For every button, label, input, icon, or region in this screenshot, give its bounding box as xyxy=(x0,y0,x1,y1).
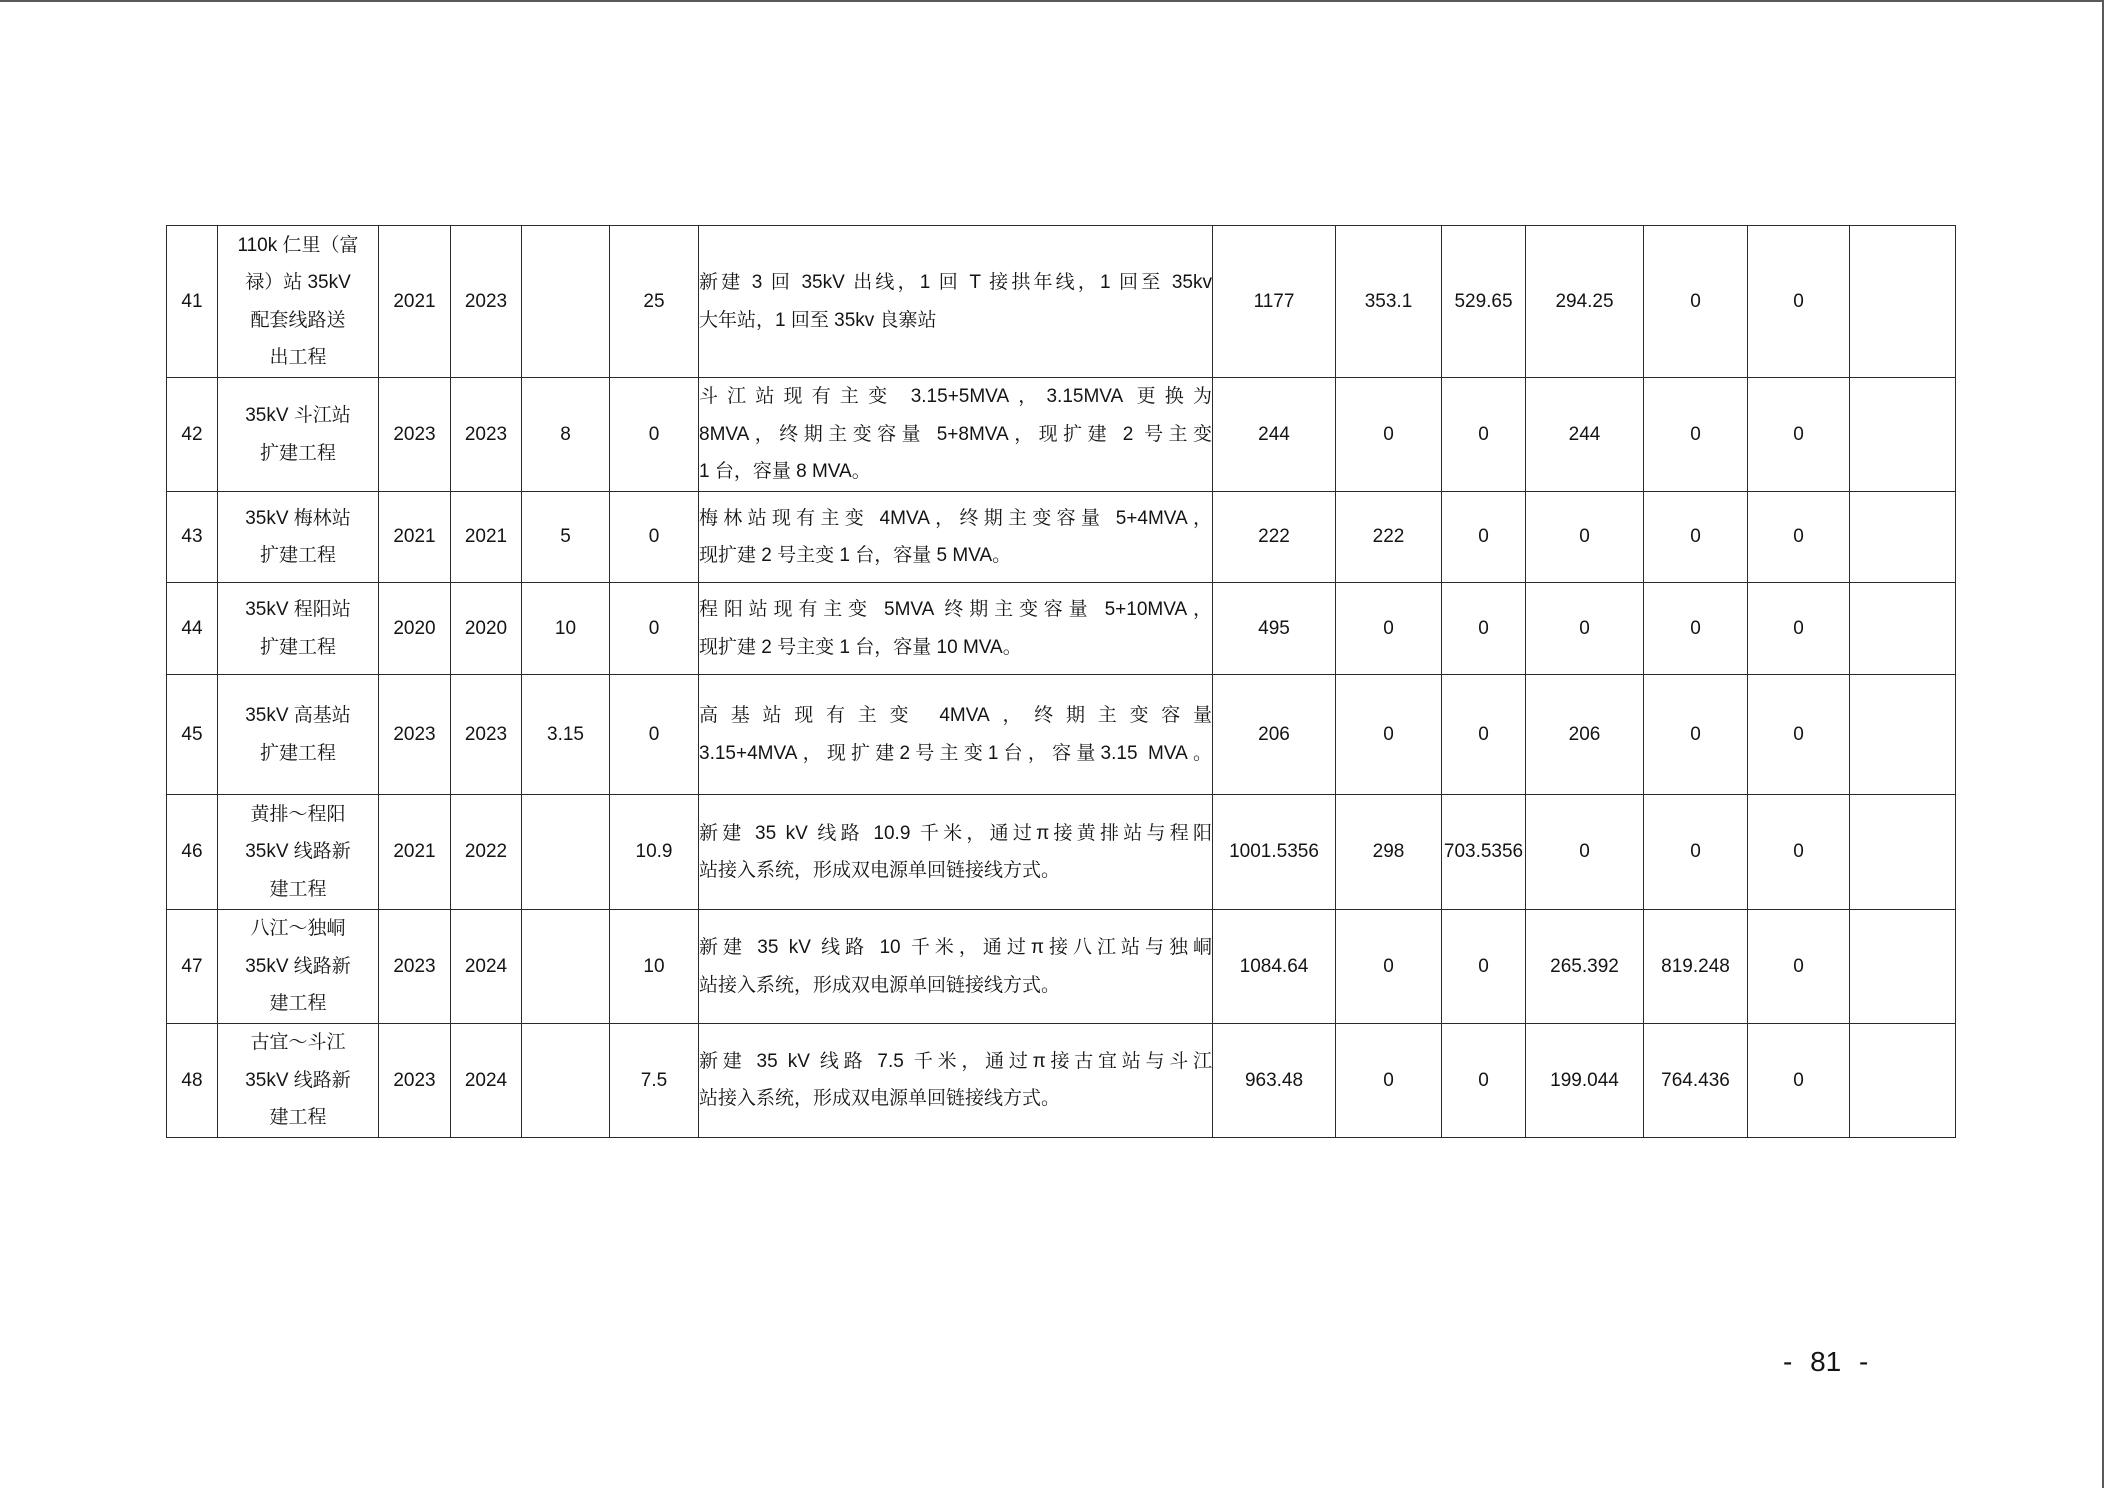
substation-capacity-cell xyxy=(522,795,610,910)
project-name-line: 黄排～程阳 xyxy=(250,803,346,825)
remarks-cell xyxy=(1850,378,1956,492)
completion-year-cell: 2024 xyxy=(451,910,522,1024)
total-investment-cell: 1084.64 xyxy=(1213,910,1336,1024)
project-name-line: 配套线路送 xyxy=(250,309,346,331)
investment-breakdown-3-cell: 206 xyxy=(1526,675,1644,795)
total-investment-cell: 244 xyxy=(1213,378,1336,492)
project-name-line: 扩建工程 xyxy=(259,442,336,464)
project-name-line: 八江～独峒 xyxy=(250,918,346,940)
construction-content-line: 程阳站现有主变 5MVA 终期主变容量 5+10MVA， xyxy=(699,599,1212,620)
construction-content-line: 1 台，容量 8 MVA。 xyxy=(699,461,871,483)
line-length-cell: 0 xyxy=(610,583,699,675)
construction-content-line: 新建 3 回 35kV 出线，1 回 T 接拱年线，1 回至 35kv xyxy=(699,272,1212,293)
completion-year-cell: 2024 xyxy=(451,1024,522,1138)
substation-capacity-cell: 5 xyxy=(522,492,610,583)
investment-breakdown-4-cell: 764.436 xyxy=(1644,1024,1748,1138)
serial-no-cell: 45 xyxy=(167,675,218,795)
investment-breakdown-2-cell: 0 xyxy=(1442,675,1526,795)
completion-year-cell: 2022 xyxy=(451,795,522,910)
investment-breakdown-2-cell: 0 xyxy=(1442,910,1526,1024)
investment-breakdown-5-cell: 0 xyxy=(1748,910,1850,1024)
project-name-line: 建工程 xyxy=(269,878,327,900)
investment-breakdown-3-cell: 0 xyxy=(1526,583,1644,675)
investment-breakdown-4-cell: 0 xyxy=(1644,226,1748,378)
construction-content-line: 新建 35 kV 线路 10 千米，通过π接八江站与独峒 xyxy=(699,937,1212,958)
substation-capacity-cell: 8 xyxy=(522,378,610,492)
investment-breakdown-5-cell: 0 xyxy=(1748,492,1850,583)
project-name-cell xyxy=(218,226,379,378)
investment-breakdown-2-cell: 0 xyxy=(1442,1024,1526,1138)
investment-breakdown-3-cell: 0 xyxy=(1526,795,1644,910)
remarks-cell xyxy=(1850,226,1956,378)
total-investment-cell: 1177 xyxy=(1213,226,1336,378)
remarks-cell xyxy=(1850,795,1956,910)
investment-breakdown-1-cell: 0 xyxy=(1336,378,1442,492)
start-year-cell: 2023 xyxy=(379,378,451,492)
start-year-cell: 2021 xyxy=(379,492,451,583)
construction-content-line: 新建 35 kV 线路 10.9 千米，通过π接黄排站与程阳 xyxy=(699,822,1212,844)
investment-breakdown-3-cell: 294.25 xyxy=(1526,226,1644,378)
investment-breakdown-3-cell: 0 xyxy=(1526,492,1644,583)
total-investment-cell: 1001.5356 xyxy=(1213,795,1336,910)
construction-content-cell xyxy=(699,910,1213,1024)
investment-breakdown-4-cell: 0 xyxy=(1644,675,1748,795)
substation-capacity-cell xyxy=(522,910,610,1024)
construction-content-cell xyxy=(699,226,1213,378)
project-name-line: 建工程 xyxy=(269,1107,327,1128)
investment-breakdown-2-cell: 0 xyxy=(1442,583,1526,675)
construction-content-cell xyxy=(699,675,1213,795)
construction-content-line: 8MVA，终期主变容量 5+8MVA，现扩建 2 号主变 xyxy=(699,423,1212,445)
table-row xyxy=(167,795,1956,910)
project-name-cell xyxy=(218,492,379,583)
investment-breakdown-2-cell: 0 xyxy=(1442,378,1526,492)
project-name-line: 出工程 xyxy=(269,347,327,368)
serial-no-cell: 44 xyxy=(167,583,218,675)
investment-breakdown-1-cell: 0 xyxy=(1336,583,1442,675)
investment-breakdown-4-cell: 819.248 xyxy=(1644,910,1748,1024)
investment-breakdown-1-cell: 0 xyxy=(1336,910,1442,1024)
investment-breakdown-3-cell: 265.392 xyxy=(1526,910,1644,1024)
project-name-line: 35kV 程阳站 xyxy=(245,599,351,620)
substation-capacity-cell xyxy=(522,226,610,378)
start-year-cell: 2020 xyxy=(379,583,451,675)
investment-breakdown-1-cell: 0 xyxy=(1336,1024,1442,1138)
completion-year-cell: 2023 xyxy=(451,378,522,492)
project-name-line: 35kV 线路新 xyxy=(245,1069,351,1091)
investment-breakdown-5-cell: 0 xyxy=(1748,226,1850,378)
project-name-line: 110k 仁里（富 xyxy=(237,234,359,256)
construction-content-line: 新建 35 kV 线路 7.5 千米，通过π接古宜站与斗江 xyxy=(699,1050,1212,1072)
project-name-cell xyxy=(218,583,379,675)
project-name-cell xyxy=(218,1024,379,1138)
total-investment-cell: 495 xyxy=(1213,583,1336,675)
construction-content-line: 站接入系统，形成双电源单回链接线方式。 xyxy=(699,974,1061,996)
investment-breakdown-4-cell: 0 xyxy=(1644,378,1748,492)
serial-no-cell: 46 xyxy=(167,795,218,910)
construction-content-cell xyxy=(699,492,1213,583)
serial-no-cell: 41 xyxy=(167,226,218,378)
table-row xyxy=(167,378,1956,492)
line-length-cell: 25 xyxy=(610,226,699,378)
investment-breakdown-5-cell: 0 xyxy=(1748,583,1850,675)
construction-content-line: 斗江站现有主变 3.15+5MVA，3.15MVA 更换为 xyxy=(699,386,1212,408)
line-length-cell: 0 xyxy=(610,492,699,583)
completion-year-cell: 2023 xyxy=(451,226,522,378)
construction-content-line: 现扩建 2 号主变 1 台，容量 10 MVA。 xyxy=(699,636,1022,658)
investment-breakdown-2-cell: 0 xyxy=(1442,492,1526,583)
project-name-line: 35kV 斗江站 xyxy=(245,405,351,426)
construction-content-line: 梅林站现有主变 4MVA，终期主变容量 5+4MVA， xyxy=(699,507,1212,529)
completion-year-cell: 2020 xyxy=(451,583,522,675)
project-name-line: 禄）站 35kV xyxy=(245,272,351,293)
substation-capacity-cell: 3.15 xyxy=(522,675,610,795)
total-investment-cell: 206 xyxy=(1213,675,1336,795)
line-length-cell: 0 xyxy=(610,378,699,492)
remarks-cell xyxy=(1850,583,1956,675)
serial-no-cell: 47 xyxy=(167,910,218,1024)
line-length-cell: 0 xyxy=(610,675,699,795)
completion-year-cell: 2021 xyxy=(451,492,522,583)
line-length-cell: 10.9 xyxy=(610,795,699,910)
investment-breakdown-4-cell: 0 xyxy=(1644,583,1748,675)
investment-breakdown-5-cell: 0 xyxy=(1748,795,1850,910)
construction-content-cell xyxy=(699,1024,1213,1138)
investment-breakdown-2-cell: 703.5356 xyxy=(1442,795,1526,910)
start-year-cell: 2021 xyxy=(379,226,451,378)
remarks-cell xyxy=(1850,675,1956,795)
total-investment-cell: 222 xyxy=(1213,492,1336,583)
investment-breakdown-1-cell: 353.1 xyxy=(1336,226,1442,378)
project-name-line: 35kV 线路新 xyxy=(245,841,351,863)
project-name-line: 35kV 高基站 xyxy=(245,705,351,726)
investment-breakdown-3-cell: 244 xyxy=(1526,378,1644,492)
project-name-line: 建工程 xyxy=(269,993,327,1015)
construction-content-cell xyxy=(699,378,1213,492)
remarks-cell xyxy=(1850,1024,1956,1138)
table-row xyxy=(167,910,1956,1024)
completion-year-cell: 2023 xyxy=(451,675,522,795)
investment-breakdown-3-cell: 199.044 xyxy=(1526,1024,1644,1138)
page-number: - 81 - xyxy=(1783,1346,1869,1377)
line-length-cell: 10 xyxy=(610,910,699,1024)
construction-content-line: 3.15+4MVA，现扩建2号主变1台，容量3.15 MVA。 xyxy=(699,742,1212,764)
start-year-cell: 2023 xyxy=(379,675,451,795)
project-name-line: 古宜～斗江 xyxy=(250,1032,346,1053)
investment-breakdown-1-cell: 222 xyxy=(1336,492,1442,583)
project-name-line: 扩建工程 xyxy=(259,545,336,566)
investment-breakdown-4-cell: 0 xyxy=(1644,795,1748,910)
serial-no-cell: 43 xyxy=(167,492,218,583)
project-name-cell xyxy=(218,675,379,795)
remarks-cell xyxy=(1850,492,1956,583)
table-row xyxy=(167,226,1956,378)
construction-content-line: 站接入系统，形成双电源单回链接线方式。 xyxy=(699,860,1061,881)
table-row xyxy=(167,492,1956,583)
serial-no-cell: 48 xyxy=(167,1024,218,1138)
project-name-line: 扩建工程 xyxy=(259,636,336,658)
investment-breakdown-4-cell: 0 xyxy=(1644,492,1748,583)
table-row xyxy=(167,583,1956,675)
investment-breakdown-5-cell: 0 xyxy=(1748,1024,1850,1138)
table-row xyxy=(167,675,1956,795)
construction-content-cell xyxy=(699,583,1213,675)
investment-breakdown-5-cell: 0 xyxy=(1748,675,1850,795)
substation-capacity-cell: 10 xyxy=(522,583,610,675)
project-table xyxy=(166,225,1956,1138)
project-name-cell xyxy=(218,910,379,1024)
total-investment-cell: 963.48 xyxy=(1213,1024,1336,1138)
construction-content-line: 站接入系统，形成双电源单回链接线方式。 xyxy=(699,1088,1061,1110)
construction-content-line: 高基站现有主变 4MVA，终期主变容量 xyxy=(699,705,1212,726)
construction-content-line: 现扩建 2 号主变 1 台，容量 5 MVA。 xyxy=(699,545,1012,566)
start-year-cell: 2023 xyxy=(379,910,451,1024)
start-year-cell: 2023 xyxy=(379,1024,451,1138)
project-name-line: 35kV 线路新 xyxy=(245,955,351,977)
project-name-cell xyxy=(218,795,379,910)
project-name-line: 扩建工程 xyxy=(259,742,336,764)
remarks-cell xyxy=(1850,910,1956,1024)
investment-breakdown-1-cell: 298 xyxy=(1336,795,1442,910)
investment-breakdown-2-cell: 529.65 xyxy=(1442,226,1526,378)
substation-capacity-cell xyxy=(522,1024,610,1138)
construction-content-cell xyxy=(699,795,1213,910)
investment-breakdown-1-cell: 0 xyxy=(1336,675,1442,795)
line-length-cell: 7.5 xyxy=(610,1024,699,1138)
table-row xyxy=(167,1024,1956,1138)
project-name-cell xyxy=(218,378,379,492)
serial-no-cell: 42 xyxy=(167,378,218,492)
start-year-cell: 2021 xyxy=(379,795,451,910)
project-name-line: 35kV 梅林站 xyxy=(245,507,351,529)
investment-breakdown-5-cell: 0 xyxy=(1748,378,1850,492)
construction-content-line: 大年站，1 回至 35kv 良寨站 xyxy=(699,309,937,331)
